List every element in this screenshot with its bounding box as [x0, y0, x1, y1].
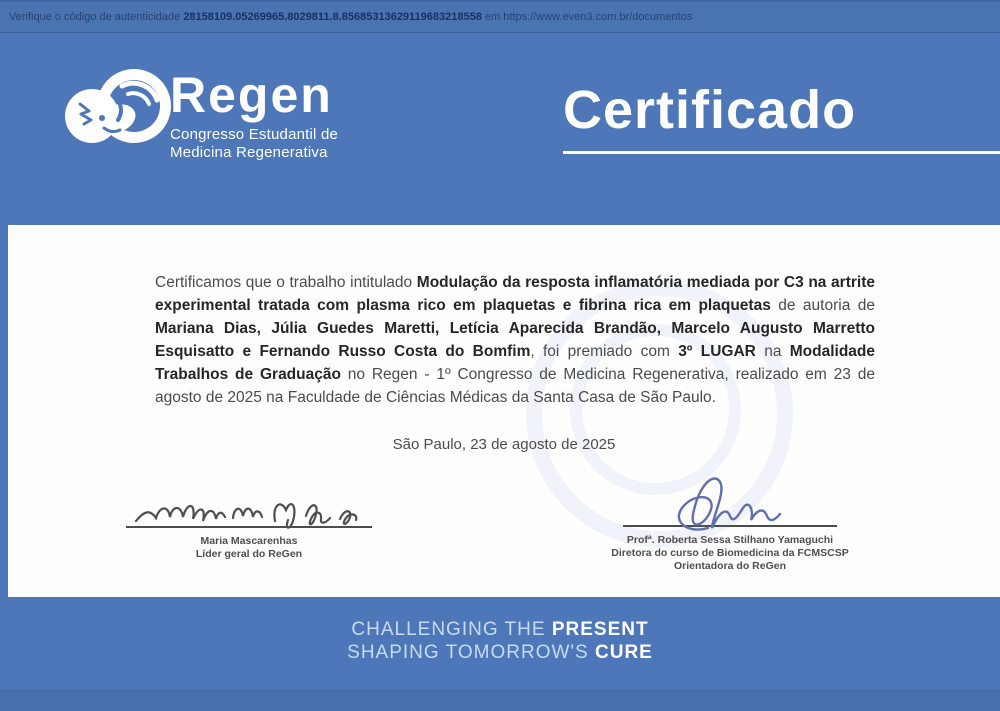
signer-name-left: Maria Mascarenhas — [200, 535, 298, 547]
regen-axolotl-logo-icon — [60, 56, 180, 164]
brand-name: Regen — [170, 67, 333, 123]
certificate-footer — [0, 597, 1000, 711]
page-title: Certificado — [563, 80, 857, 140]
signer-role-right-line2: Orientadora do ReGen — [673, 560, 787, 572]
signature-line-right — [623, 525, 837, 527]
signature-block-right — [598, 470, 862, 573]
footer-bottom-strip — [0, 689, 1000, 711]
title-underline — [563, 151, 1000, 154]
slogan-line1-regular: CHALLENGING THE — [351, 619, 552, 640]
signer-role-left: Líder geral do ReGen — [195, 548, 303, 560]
logo-subtitle-line2: Medicina Regenerativa — [170, 144, 328, 161]
slogan-line1 — [0, 618, 1000, 641]
logo-subtitle — [170, 126, 338, 162]
logo-text — [170, 67, 339, 162]
signer-name-right: Profª. Roberta Sessa Stilhano Yamaguchi — [626, 534, 834, 546]
certificate-paragraph: Certificamos que o trabalho intitulado Modulação da resposta inflamatória mediada por C3 na artrite experimental tratada com plasma rico em plaquetas e fibrina rica em plaquetas de autoria de Mariana Dias, Júlia Guedes Maretti, Letícia Aparecida Brandão, Marcelo Augusto Marretto Esquisatto e Fernando Russo Costa do Bomfim, foi premiado com 3º LUGAR na Modalidade Trabalhos de Graduação no Regen - 1º Congresso de Medicina Regenerativa, realizado em 23 de agosto de 2025 na Faculdade de Ciências Médicas da Santa Casa de São Paulo. — [155, 274, 876, 406]
regen-logo — [60, 56, 338, 164]
slogan-line2-bold: CURE — [595, 642, 653, 663]
slogan-line2 — [0, 641, 1000, 664]
signer-role-right-line1: Diretora do curso de Biomedicina da FCMSCSP — [611, 547, 849, 559]
logo-subtitle-line1: Congresso Estudantil de — [170, 126, 339, 143]
verification-url: https://www.even3.com.br/documentos — [503, 11, 693, 23]
slogan-line1-bold: PRESENT — [551, 619, 649, 640]
verification-middle: em — [481, 11, 504, 23]
verification-bar — [0, 0, 1000, 33]
date-line: São Paulo, 23 de agosto de 2025 — [392, 436, 616, 453]
verification-code: 28158109.05269965.8029811.8.85685313629119683218558 — [183, 11, 482, 23]
verification-prefix: Verifique o código de autenticidade — [9, 11, 184, 23]
title-block — [563, 82, 856, 138]
certificate-body — [8, 225, 1000, 597]
slogan-line2-regular: SHAPING TOMORROW'S — [347, 642, 595, 663]
signature-block-left — [126, 487, 372, 561]
signature-line-left — [126, 526, 372, 528]
certificate-header — [0, 34, 1000, 225]
